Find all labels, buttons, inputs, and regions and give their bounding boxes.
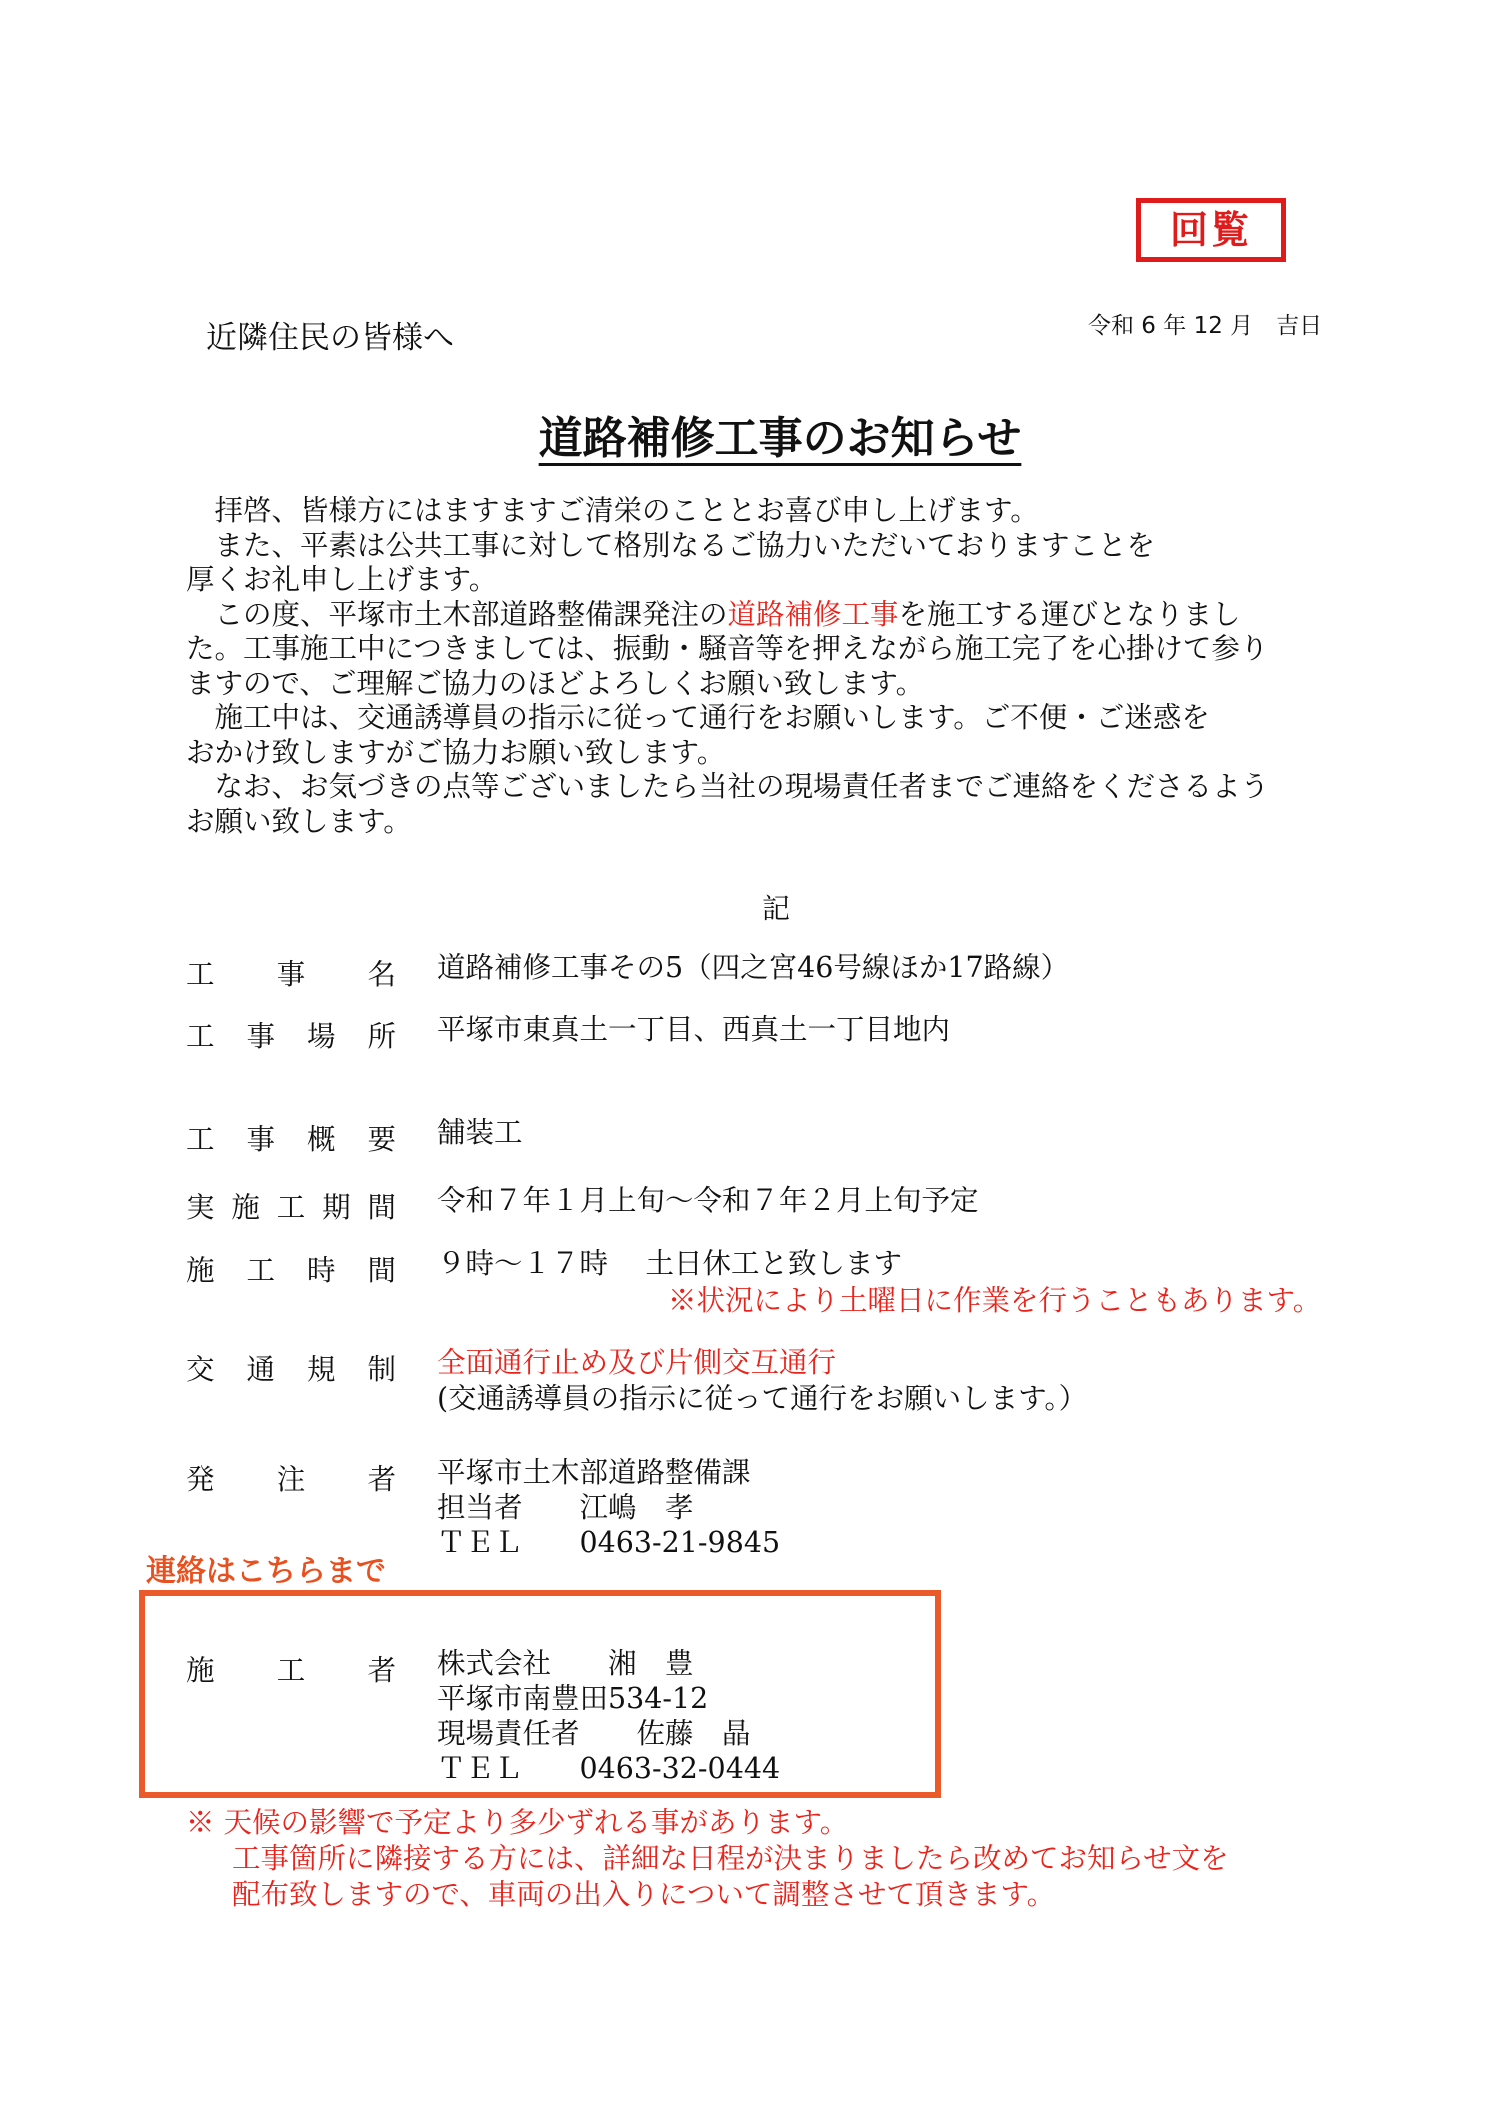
note-line: 工事箇所に隣接する方には、詳細な日程が決まりましたら改めてお知らせ文を [232,1842,1229,1875]
label-contractor [186,1648,396,1689]
label-construction-summary [186,1117,396,1158]
ki-heading: 記 [762,892,791,925]
label-char: 間 [367,1254,396,1287]
label-char: 期 [322,1191,351,1224]
label-char: 施 [186,1254,215,1287]
label-char: 所 [367,1020,396,1053]
label-char: 事 [276,958,306,991]
notes [186,1805,1229,1913]
orderer-tel: ＴＥＬ 0463-21-9845 [437,1526,781,1559]
orderer-name: 平塚市土木部道路整備課 [437,1456,751,1489]
label-char: 名 [367,958,396,991]
label-char: 要 [367,1123,396,1156]
label-char: 事 [246,1123,275,1156]
label-char: 施 [186,1654,215,1687]
body-line: 厚くお礼申し上げます。 [186,563,498,596]
body-line: また、平素は公共工事に対して格別なるご協力いただいておりますことを [186,528,1156,562]
body-line: 拝啓、皆様方にはますますご清栄のこととお喜び申し上げます。 [186,494,1039,527]
construction-summary: 舗装工 [437,1116,523,1149]
body-line: た。工事施工中につきましては、振動・騒音等を押えながら施工完了を心掛けて参り [186,632,1269,665]
note-line: 配布致しますので、車両の出入りについて調整させて頂きます。 [232,1878,1056,1911]
label-char: 工 [246,1254,275,1287]
contractor-address: 平塚市南豊田534-12 [437,1682,709,1715]
label-char: 交 [186,1353,215,1386]
body-line [186,598,1366,633]
orderer-contact-person: 担当者 江嶋 孝 [437,1491,694,1524]
label-orderer [186,1457,396,1498]
contractor-tel: ＴＥＬ 0463-32-0444 [437,1752,781,1785]
body-line: なお、お気づきの点等ございましたら当社の現場責任者までご連絡をくださるよう [186,770,1270,803]
note-line: ※ 天候の影響で予定より多少ずれる事があります。 [186,1806,849,1839]
notice-body [186,494,1366,839]
label-construction-period [186,1185,396,1226]
label-char: 概 [306,1123,336,1156]
label-char: 場 [306,1020,336,1053]
label-char: 工 [276,1191,306,1224]
body-line: おかけ致しますがご協力お願い致します。 [186,735,726,769]
construction-period: 令和７年１月上旬～令和７年２月上旬予定 [437,1184,979,1217]
label-char: 工 [186,1020,215,1053]
label-char: 者 [367,1654,396,1687]
body-line: 施工中は、交通誘導員の指示に従って通行をお願いします。ご不便・ご迷惑を [186,701,1210,734]
label-char: 通 [246,1353,275,1386]
construction-place: 平塚市東真土一丁目、西真土一丁目地内 [437,1013,951,1046]
construction-hours: ９時～１７時 土日休工と致します [437,1247,903,1280]
construction-name: 道路補修工事その5（四之宮46号線ほか17路線） [437,951,1070,984]
label-char: 注 [276,1463,306,1496]
label-traffic-control [186,1347,396,1388]
label-construction-name [186,952,396,993]
label-char: 工 [186,958,215,991]
highlight-construction: 道路補修工事 [727,597,899,631]
label-char: 工 [276,1654,306,1687]
label-char: 間 [367,1191,396,1224]
body-line: ますので、ご理解ご協力のほどよろしくお願い致します。 [186,666,925,700]
label-char: 実 [186,1191,215,1224]
traffic-control: 全面通行止め及び片側交互通行 [437,1346,837,1379]
label-char: 規 [306,1353,336,1386]
label-char: 者 [367,1463,396,1496]
label-char: 事 [246,1020,275,1053]
addressee: 近隣住民の皆様へ [206,320,454,356]
kairan-stamp: 回覧 [1136,198,1286,262]
contact-label: 連絡はこちらまで [146,1554,386,1589]
page-title: 道路補修工事のお知らせ [538,413,1022,464]
body-text: を施工する運びとなりまし [898,597,1241,631]
contractor-name: 株式会社 湘 豊 [437,1647,694,1680]
contractor-site-manager: 現場責任者 佐藤 晶 [437,1717,751,1750]
label-construction-place [186,1014,396,1055]
label-construction-hours [186,1248,396,1289]
label-char: 工 [186,1123,215,1156]
label-char: 発 [186,1463,215,1496]
traffic-note: (交通誘導員の指示に従って通行をお願いします。） [437,1382,1088,1415]
notice-date: 令和 6 年 12 月 吉日 [1088,313,1323,339]
label-char: 時 [306,1254,336,1287]
hours-note: ※状況により土曜日に作業を行うこともあります。 [668,1284,1322,1317]
label-char: 施 [231,1191,260,1224]
body-line: お願い致します。 [186,804,412,838]
label-char: 制 [367,1353,396,1386]
body-text: この度、平塚市土木部道路整備課発注の [186,597,728,631]
